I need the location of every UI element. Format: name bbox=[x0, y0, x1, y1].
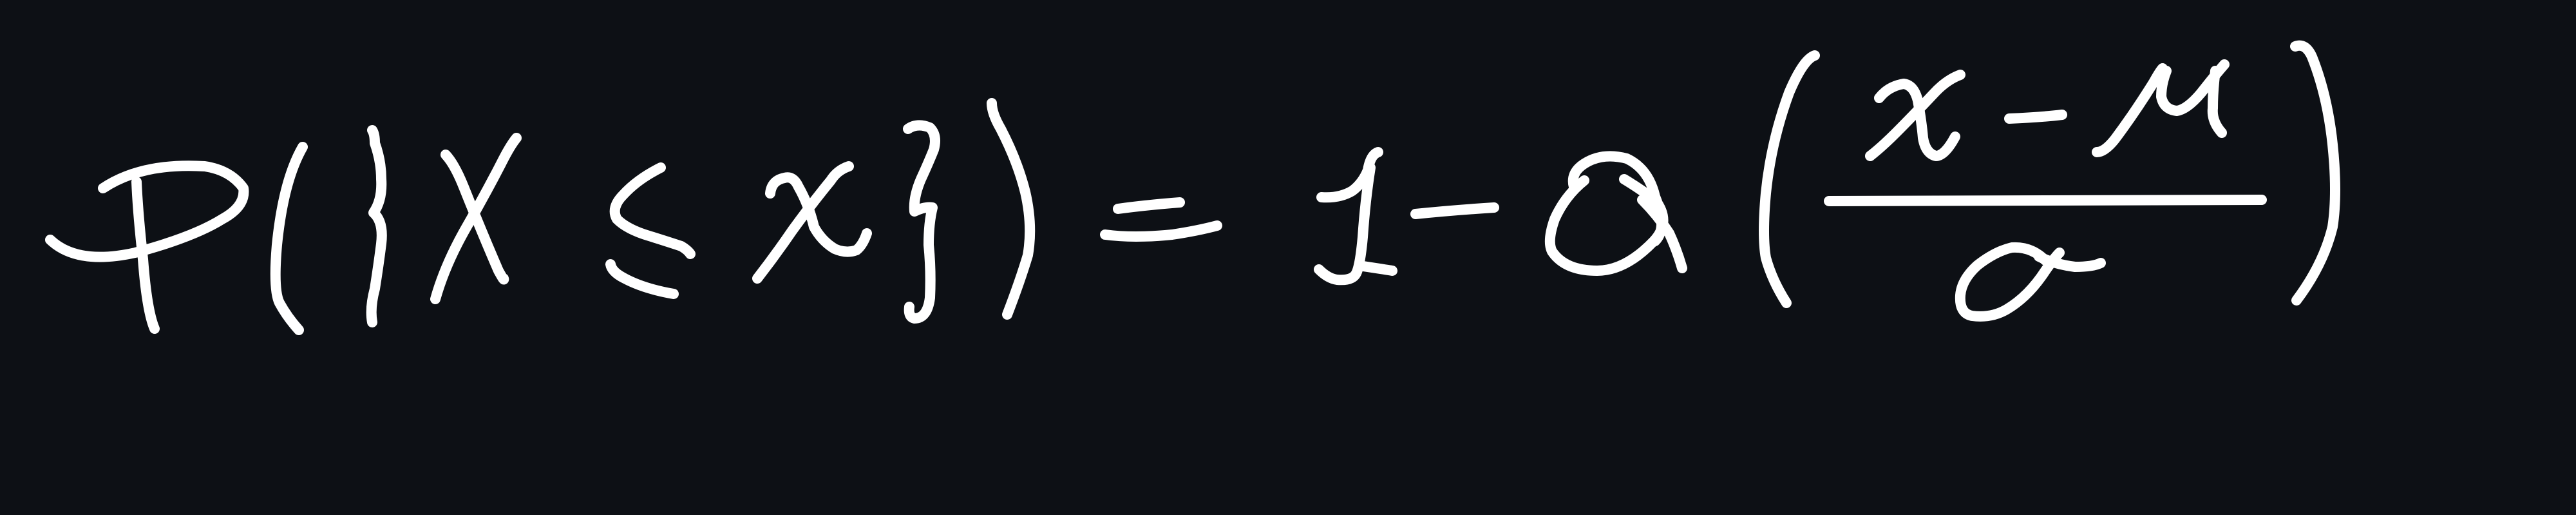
formula-rhs bbox=[1319, 46, 2335, 316]
fraction-numerator bbox=[1870, 64, 2224, 156]
symbol-X bbox=[435, 138, 516, 299]
fraction bbox=[1829, 64, 2262, 316]
symbol-sigma bbox=[1960, 248, 2101, 316]
symbol-x bbox=[757, 166, 867, 278]
brace-close bbox=[908, 125, 935, 318]
symbol-mu bbox=[2097, 64, 2224, 152]
symbol-P bbox=[50, 166, 243, 329]
numerator-minus bbox=[2009, 115, 2062, 119]
paren-close-outer bbox=[992, 103, 1030, 315]
paren-close-large bbox=[2295, 46, 2335, 300]
brace-open bbox=[372, 130, 382, 322]
paren-open-large bbox=[1764, 55, 1815, 303]
symbol-x-numerator bbox=[1870, 75, 1960, 156]
equals-sign bbox=[1105, 202, 1217, 237]
fraction-bar bbox=[1829, 200, 2262, 201]
formula-lhs bbox=[50, 103, 1030, 330]
minus-sign bbox=[1416, 208, 1494, 214]
digit-1 bbox=[1319, 152, 1392, 280]
paren-open-outer bbox=[276, 147, 303, 330]
symbol-Q bbox=[1550, 156, 1682, 271]
symbol-leq bbox=[611, 168, 690, 294]
